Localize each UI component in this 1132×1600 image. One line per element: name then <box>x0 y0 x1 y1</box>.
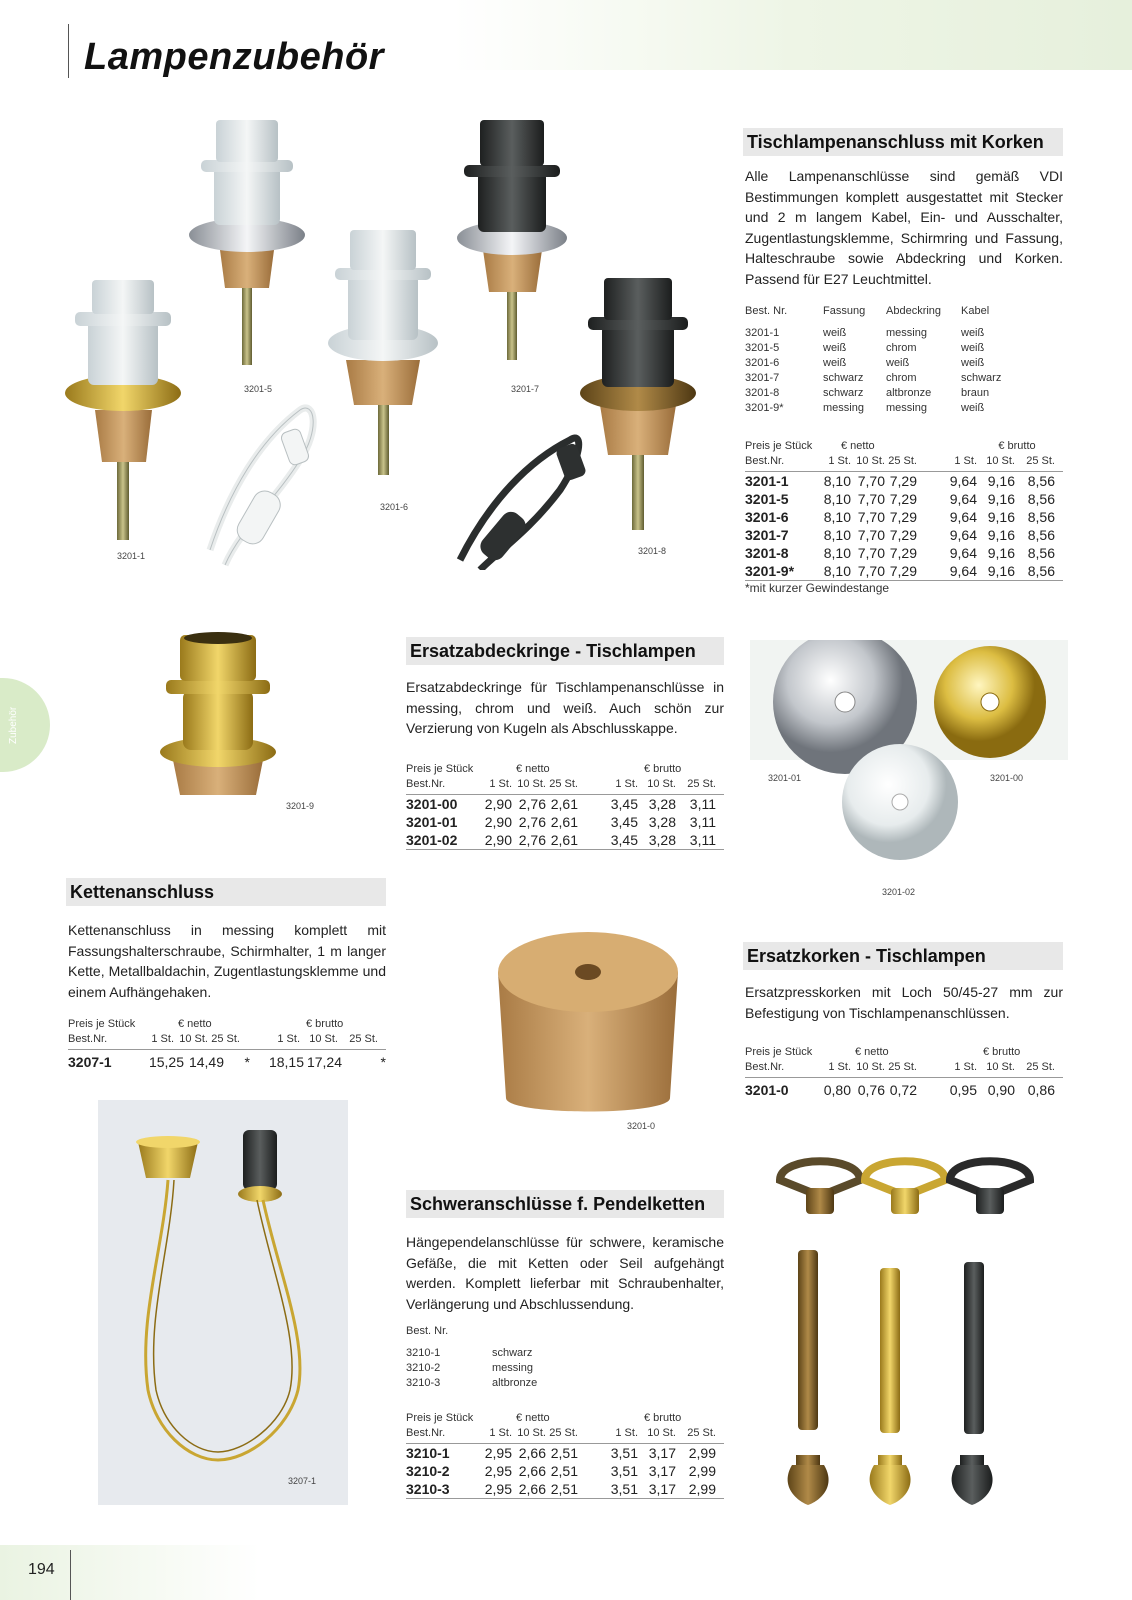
col-q10: 10 St. <box>309 1033 338 1045</box>
col-best-nr: Best.Nr. <box>68 1033 108 1045</box>
section-heading-tischlampenanschluss: Tischlampenanschluss mit Korken <box>743 128 1063 156</box>
col-q10: 10 St. <box>517 1427 546 1439</box>
kettenanschluss-price-table <box>68 1018 386 1071</box>
col-q1: 1 St. <box>489 1427 512 1439</box>
section-heading-ersatzabdeckringe: Ersatzabdeckringe - Tischlampen <box>406 637 724 665</box>
price-label-per-piece: Preis je Stück <box>68 1018 136 1030</box>
end-cap-bronze-image <box>788 1455 829 1505</box>
col-q25: 25 St. <box>687 778 716 790</box>
end-cap-black-image <box>952 1455 993 1505</box>
caption-3201-1: 3201-1 <box>117 551 146 561</box>
hook-bronze-image <box>950 1161 1030 1214</box>
price-row: 3210-1 2,95 2,66 2,51 3,51 3,17 2,99 <box>406 1445 716 1461</box>
price-label-netto: € netto <box>178 1018 212 1030</box>
socket-3201-7-image <box>457 120 567 360</box>
spec-row: 3201-6 weiß weiß weiß <box>745 357 985 369</box>
price-row: 3201-01 2,90 2,76 2,61 3,45 3,28 3,11 <box>406 814 716 830</box>
black-cable-image <box>460 438 587 570</box>
price-label-per-piece: Preis je Stück <box>745 440 813 452</box>
col-q10: 10 St. <box>856 455 885 467</box>
cover-rings-illustration <box>750 640 1070 880</box>
price-row: 3201-5 8,10 7,70 7,29 9,64 9,16 8,56 <box>745 491 1055 507</box>
side-tab-label: Zubehör <box>8 706 19 744</box>
col-q10: 10 St. <box>647 1427 676 1439</box>
price-label-brutto: € brutto <box>644 763 682 775</box>
price-label-per-piece: Preis je Stück <box>745 1046 813 1058</box>
section-heading-ersatzkorken: Ersatzkorken - Tischlampen <box>743 942 1063 970</box>
col-q1: 1 St. <box>277 1033 300 1045</box>
col-q10: 10 St. <box>647 778 676 790</box>
price-row: 3201-7 8,10 7,70 7,29 9,64 9,16 8,56 <box>745 527 1055 543</box>
price-row: 3201-00 2,90 2,76 2,61 3,45 3,28 3,11 <box>406 796 716 812</box>
schweranschluesse-spec-table <box>406 1324 572 1391</box>
spec-header: Fassung <box>823 305 866 317</box>
section-heading-kettenanschluss: Kettenanschluss <box>66 878 386 906</box>
caption-3201-00: 3201-00 <box>990 773 1024 783</box>
spec-row: 3201-7 schwarz chrom schwarz <box>745 372 1002 384</box>
schweranschluesse-description: Hängependelanschlüsse für schwere, keramische Gefäße, die mit Ketten oder Seil aufgehängt werden. Komplett lieferbar mit Schraubenhalter, Verlängerung und Abschlussendung. <box>406 1234 724 1312</box>
end-cap-brass-image <box>870 1455 911 1505</box>
price-label-netto: € netto <box>841 440 875 452</box>
col-q10: 10 St. <box>179 1033 208 1045</box>
col-q25: 25 St. <box>1026 1061 1055 1073</box>
price-label-brutto: € brutto <box>998 440 1036 452</box>
ersatzkorken-price-table <box>745 1046 1063 1099</box>
col-best-nr: Best.Nr. <box>406 1427 446 1439</box>
cover-ring-3201-00-image <box>934 646 1046 758</box>
white-cable-image <box>210 408 313 565</box>
spec-row: 3201-5 weiß chrom weiß <box>745 342 985 354</box>
spec-header: Best. Nr. <box>745 305 788 317</box>
tischlampenanschluss-spec-table <box>745 304 1021 416</box>
col-q10: 10 St. <box>986 455 1015 467</box>
price-row: 3201-9* 8,10 7,70 7,29 9,64 9,16 8,56 <box>745 562 1063 581</box>
col-q1: 1 St. <box>615 778 638 790</box>
col-q25: 25 St. <box>687 1427 716 1439</box>
spec-row: 3201-9* messing messing weiß <box>745 402 985 414</box>
spec-header: Best. Nr. <box>406 1325 449 1337</box>
price-label-brutto: € brutto <box>644 1412 682 1424</box>
caption-3201-7: 3201-7 <box>511 384 540 394</box>
tischlampenanschluss-description: Alle Lampenanschlüsse sind gemäß VDI Bestimmungen komplett ausgestattet mit Stecker und 2 m langem Kabel, Ein- und Ausschalter, Zugentlastungsklemme, Schirmring und Fassung, Halteschraube sowie Abdeckring und Korken. Passend für E27 Leuchtmittel. <box>745 168 1063 287</box>
spec-header: Abdeckring <box>886 305 942 317</box>
page-rule <box>70 1550 71 1600</box>
spec-row: 3210-2 messing <box>406 1362 533 1374</box>
hook-brass-image <box>865 1161 945 1214</box>
price-label-per-piece: Preis je Stück <box>406 1412 474 1424</box>
price-row: 3207-1 15,25 14,49 * 18,15 17,24 * <box>68 1054 386 1070</box>
col-q1: 1 St. <box>954 1061 977 1073</box>
col-q1: 1 St. <box>615 1427 638 1439</box>
col-q25: 25 St. <box>211 1033 240 1045</box>
socket-3201-1-image <box>65 280 181 540</box>
caption-3201-0: 3201-0 <box>627 1121 656 1131</box>
spec-header: Kabel <box>961 305 990 317</box>
caption-3201-9: 3201-9 <box>286 801 315 811</box>
price-label-netto: € netto <box>516 1412 550 1424</box>
price-label-netto: € netto <box>516 763 550 775</box>
price-row: 3201-1 8,10 7,70 7,29 9,64 9,16 8,56 <box>745 473 1055 489</box>
footnote: *mit kurzer Gewindestange <box>745 581 890 595</box>
col-q1: 1 St. <box>489 778 512 790</box>
section-heading-schweranschluesse: Schweranschlüsse f. Pendelketten <box>406 1190 724 1218</box>
socket-3201-8-image <box>580 278 696 530</box>
price-row: 3210-3 2,95 2,66 2,51 3,51 3,17 2,99 <box>406 1480 724 1499</box>
extension-rod-black-image <box>964 1262 984 1434</box>
col-q25: 25 St. <box>349 1033 378 1045</box>
col-q10: 10 St. <box>517 778 546 790</box>
col-q10: 10 St. <box>856 1061 885 1073</box>
pendant-parts-illustration <box>770 1150 1060 1530</box>
page-title: Lampenzubehör <box>84 36 384 78</box>
col-q25: 25 St. <box>549 778 578 790</box>
col-q1: 1 St. <box>828 1061 851 1073</box>
caption-3201-8: 3201-8 <box>638 546 667 556</box>
page-number: 194 <box>28 1561 55 1578</box>
caption-3201-5: 3201-5 <box>244 384 273 394</box>
price-label-per-piece: Preis je Stück <box>406 763 474 775</box>
spec-row: 3210-1 schwarz <box>406 1347 533 1359</box>
col-q10: 10 St. <box>986 1061 1015 1073</box>
spec-row: 3210-3 altbronze <box>406 1377 538 1389</box>
col-q25: 25 St. <box>1026 455 1055 467</box>
col-q1: 1 St. <box>828 455 851 467</box>
socket-3201-9-image <box>148 630 288 800</box>
col-best-nr: Best.Nr. <box>406 778 446 790</box>
socket-3201-6-image <box>328 230 438 475</box>
extension-rod-bronze-image <box>798 1250 818 1430</box>
price-label-brutto: € brutto <box>306 1018 344 1030</box>
price-label-netto: € netto <box>855 1046 889 1058</box>
schweranschluesse-price-table <box>406 1412 724 1499</box>
spec-row: 3201-1 weiß messing weiß <box>745 327 985 339</box>
price-row: 3201-0 0,80 0,76 0,72 0,95 0,90 0,86 <box>745 1082 1055 1098</box>
cork-3201-0-image <box>488 920 688 1120</box>
tischlampenanschluss-price-table <box>745 440 1063 595</box>
col-q25: 25 St. <box>888 1061 917 1073</box>
col-q25: 25 St. <box>549 1427 578 1439</box>
price-label-brutto: € brutto <box>983 1046 1021 1058</box>
extension-rod-brass-image <box>880 1268 900 1433</box>
spec-row: 3201-8 schwarz altbronze braun <box>745 387 990 399</box>
ersatzkorken-description: Ersatzpresskorken mit Loch 50/45-27 mm zur Befestigung von Tischlampenanschlüssen. <box>745 984 1063 1021</box>
col-best-nr: Best.Nr. <box>745 455 785 467</box>
price-row: 3210-2 2,95 2,66 2,51 3,51 3,17 2,99 <box>406 1463 716 1479</box>
caption-3201-02: 3201-02 <box>882 887 916 897</box>
ersatzabdeckringe-price-table <box>406 763 724 850</box>
caption-3201-01: 3201-01 <box>768 773 802 783</box>
price-row: 3201-8 8,10 7,70 7,29 9,64 9,16 8,56 <box>745 545 1055 561</box>
col-best-nr: Best.Nr. <box>745 1061 785 1073</box>
caption-3201-6: 3201-6 <box>380 502 409 512</box>
col-q25: 25 St. <box>888 455 917 467</box>
price-row: 3201-02 2,90 2,76 2,61 3,45 3,28 3,11 <box>406 831 724 850</box>
col-q1: 1 St. <box>151 1033 174 1045</box>
socket-3201-5-image <box>189 120 305 365</box>
lamp-sockets-illustration <box>60 110 760 570</box>
caption-3207-1: 3207-1 <box>288 1476 317 1486</box>
title-rule <box>68 24 69 78</box>
price-row: 3201-6 8,10 7,70 7,29 9,64 9,16 8,56 <box>745 509 1055 525</box>
ersatzabdeckringe-description: Ersatzabdeckringe für Tischlampenanschlüsse in messing, chrom und weiß. Auch schön zur Verzierung von Kugeln als Abschlusskappe. <box>406 679 724 736</box>
kettenanschluss-description: Kettenanschluss in messing komplett mit Fassungshalterschraube, Schirmhalter, 1 m langer Kette, Metallbaldachin, Zugentlastungsklemme und einem Aufhängehaken. <box>68 922 386 1000</box>
hook-black-image <box>780 1161 860 1214</box>
cover-ring-3201-02-image <box>842 744 958 860</box>
col-q1: 1 St. <box>954 455 977 467</box>
chain-connection-image <box>98 1100 348 1505</box>
